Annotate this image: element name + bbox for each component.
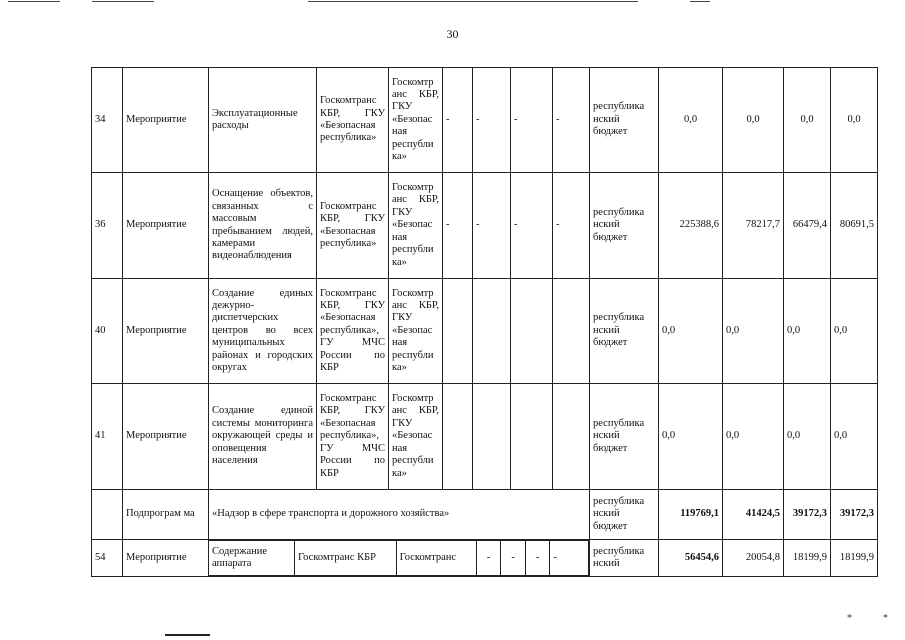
row-value-2: 0,0 bbox=[723, 279, 784, 384]
inner-row-table bbox=[209, 540, 589, 576]
row-number: 36 bbox=[92, 173, 123, 279]
row-type: Подпрограм ма bbox=[123, 490, 209, 540]
top-edge-lines bbox=[0, 0, 905, 6]
row-dash: - bbox=[443, 173, 473, 279]
row-dash: - bbox=[553, 68, 590, 173]
row-value-1: 225388,6 bbox=[659, 173, 723, 279]
row-value-1: 0,0 bbox=[659, 279, 723, 384]
row-dash: - bbox=[511, 173, 553, 279]
row-executor: Госкомтранс КБР, ГКУ «Безопасная республика» bbox=[317, 173, 389, 279]
table-row bbox=[92, 68, 878, 173]
row-dash: - bbox=[525, 541, 550, 576]
row-empty bbox=[473, 279, 511, 384]
row-empty bbox=[553, 279, 590, 384]
row-value-1: 56454,6 bbox=[659, 540, 723, 577]
row-source: республика нский bbox=[590, 540, 659, 577]
row-number: 41 bbox=[92, 384, 123, 490]
row-executor: Госкомтранс КБР, ГКУ «Безопасная республика», ГУ МЧС России по КБР bbox=[317, 384, 389, 490]
page-number: 30 bbox=[446, 27, 459, 41]
row-empty bbox=[511, 384, 553, 490]
row-merged-cells bbox=[209, 540, 590, 577]
row-source: республика нский бюджет bbox=[590, 384, 659, 490]
row-coexecutor: Госкомтр анс КБР, ГКУ «Безопас ная республи ка» bbox=[389, 279, 443, 384]
bottom-edge-line bbox=[165, 634, 210, 636]
row-value-3: 0,0 bbox=[784, 384, 831, 490]
row-value-4: 39172,3 bbox=[831, 490, 878, 540]
row-name: Создание единых дежурно-диспетчерских центров во всех муниципальных районах и городских округах bbox=[209, 279, 317, 384]
row-dash: - bbox=[501, 541, 526, 576]
table-row bbox=[92, 540, 878, 577]
table-row bbox=[92, 279, 878, 384]
row-value-3: 0,0 bbox=[784, 279, 831, 384]
row-value-1: 0,0 bbox=[659, 384, 723, 490]
row-value-2: 0,0 bbox=[723, 384, 784, 490]
row-coexecutor: Госкомтр анс КБР, ГКУ «Безопас ная республи ка» bbox=[389, 384, 443, 490]
row-number bbox=[92, 490, 123, 540]
row-coexecutor: Госкомтранс bbox=[396, 541, 476, 576]
row-value-4: 0,0 bbox=[831, 279, 878, 384]
row-dash: - bbox=[443, 68, 473, 173]
row-empty bbox=[553, 384, 590, 490]
subprogram-title: «Надзор в сфере транспорта и дорожного хозяйства» bbox=[209, 490, 590, 540]
row-value-3: 18199,9 bbox=[784, 540, 831, 577]
row-name: Эксплуатационные расходы bbox=[209, 68, 317, 173]
row-number: 54 bbox=[92, 540, 123, 577]
row-empty bbox=[443, 384, 473, 490]
row-value-2: 78217,7 bbox=[723, 173, 784, 279]
row-value-1: 119769,1 bbox=[659, 490, 723, 540]
row-value-2: 20054,8 bbox=[723, 540, 784, 577]
row-value-1: 0,0 bbox=[659, 68, 723, 173]
row-coexecutor: Госкомтр анс КБР, ГКУ «Безопас ная республи ка» bbox=[389, 68, 443, 173]
row-source: республика нский бюджет bbox=[590, 173, 659, 279]
row-value-4: 0,0 bbox=[831, 68, 878, 173]
row-executor: Госкомтранс КБР bbox=[295, 541, 397, 576]
table-row bbox=[92, 173, 878, 279]
row-coexecutor: Госкомтр анс КБР, ГКУ «Безопас ная республи ка» bbox=[389, 173, 443, 279]
corner-mark: * bbox=[847, 613, 852, 624]
row-name: Оснащение объектов, связанных с массовым пребыванием людей, камерами видеонаблюдения bbox=[209, 173, 317, 279]
row-value-4: 18199,9 bbox=[831, 540, 878, 577]
row-value-2: 41424,5 bbox=[723, 490, 784, 540]
row-source: республика нский бюджет bbox=[590, 68, 659, 173]
row-empty bbox=[473, 384, 511, 490]
row-source: республика нский бюджет bbox=[590, 490, 659, 540]
row-dash: - bbox=[476, 541, 501, 576]
table-row bbox=[92, 384, 878, 490]
subprogram-row bbox=[92, 490, 878, 540]
row-dash: - bbox=[550, 541, 589, 576]
row-source: республика нский бюджет bbox=[590, 279, 659, 384]
row-type: Мероприятие bbox=[123, 540, 209, 577]
row-value-4: 80691,5 bbox=[831, 173, 878, 279]
row-number: 34 bbox=[92, 68, 123, 173]
row-number: 40 bbox=[92, 279, 123, 384]
row-empty bbox=[511, 279, 553, 384]
row-value-3: 39172,3 bbox=[784, 490, 831, 540]
row-dash: - bbox=[511, 68, 553, 173]
row-dash: - bbox=[553, 173, 590, 279]
row-type: Мероприятие bbox=[123, 384, 209, 490]
row-value-4: 0,0 bbox=[831, 384, 878, 490]
row-dash: - bbox=[473, 173, 511, 279]
budget-table bbox=[91, 67, 878, 577]
row-value-3: 66479,4 bbox=[784, 173, 831, 279]
row-name: Содержание аппарата bbox=[209, 541, 295, 576]
corner-mark: * bbox=[883, 613, 888, 624]
row-dash: - bbox=[473, 68, 511, 173]
row-value-3: 0,0 bbox=[784, 68, 831, 173]
row-value-2: 0,0 bbox=[723, 68, 784, 173]
row-type: Мероприятие bbox=[123, 68, 209, 173]
row-executor: Госкомтранс КБР, ГКУ «Безопасная республика», ГУ МЧС России по КБР bbox=[317, 279, 389, 384]
row-type: Мероприятие bbox=[123, 173, 209, 279]
row-empty bbox=[443, 279, 473, 384]
row-executor: Госкомтранс КБР, ГКУ «Безопасная республика» bbox=[317, 68, 389, 173]
row-type: Мероприятие bbox=[123, 279, 209, 384]
row-name: Создание единой системы мониторинга окружающей среды и оповещения населения bbox=[209, 384, 317, 490]
